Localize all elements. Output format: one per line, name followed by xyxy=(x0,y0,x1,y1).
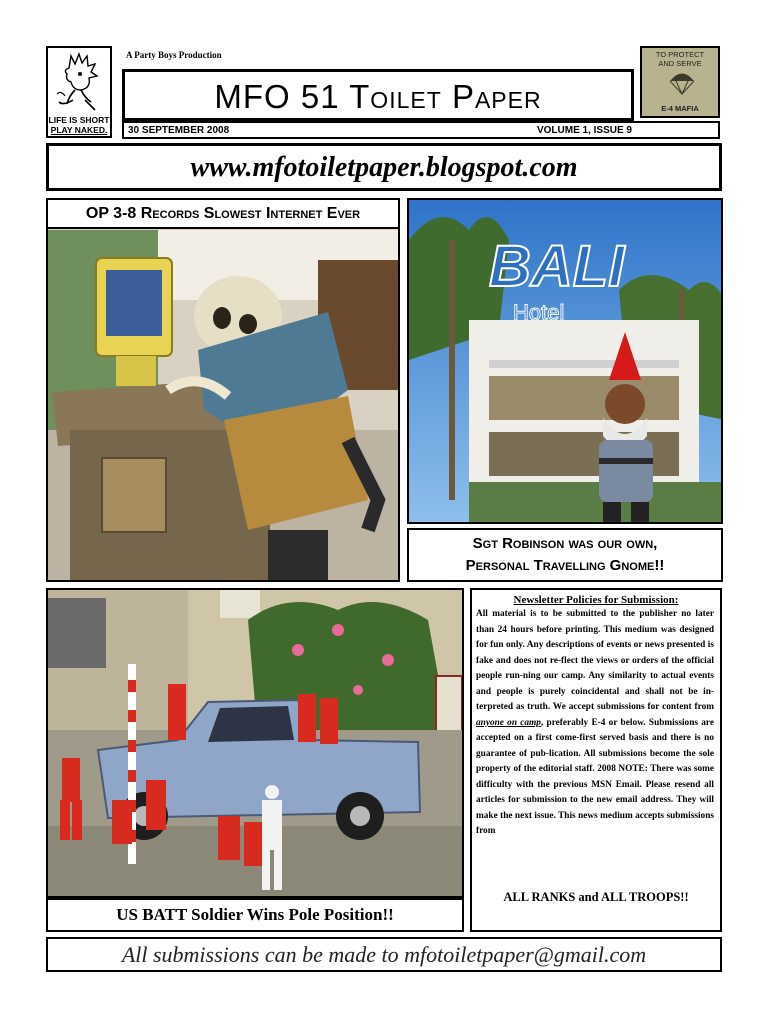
badge-top-line-1: TO PROTECT xyxy=(655,50,705,59)
pit-photo-art xyxy=(48,590,464,898)
blog-url-link[interactable]: www.mfotoiletpaper.blogspot.com xyxy=(190,152,578,183)
issue-date: 30 SEPTEMBER 2008 xyxy=(128,125,230,136)
url-banner xyxy=(46,143,722,191)
cartoon-mascot-icon xyxy=(51,50,107,114)
gnome-headline xyxy=(407,528,723,582)
policy-text-part-2: , preferably E-4 or below. Submissions are accepted on a first come-first served basis and there is no guarantee of pub-lication. All submissions become the sole property of the editorial staff. 2008 NOTE: There was some difficulty with the previous MSN Email. Please resend all articles for submission to the new email address. They will make the next issue. This news medium accepts submissions from xyxy=(476,717,714,836)
hotel-photo-art xyxy=(409,200,723,524)
skeleton-computer-photo xyxy=(46,198,400,582)
pit-stop-truck-photo xyxy=(46,588,464,898)
title-box xyxy=(122,69,634,121)
hotel-sign-text: BALI xyxy=(489,234,625,299)
policy-heading: Newsletter Policies for Submission: xyxy=(513,594,679,606)
issue-volume: VOLUME 1, ISSUE 9 xyxy=(536,125,632,136)
badge-top-line-2: AND SERVE xyxy=(658,59,702,68)
skeleton-headline: OP 3-8 Records Slowest Internet Ever xyxy=(46,198,400,229)
badge-bottom-line: E-4 MAFIA xyxy=(661,104,699,113)
gnome-headline-line-2: Personal Travelling Gnome!! xyxy=(465,557,665,574)
policy-text-part-1: All material is to be submitted to the publisher no later than 24 hours before printing. This medium was designed for fun only. Any descriptions of events or news presented is fake and does not re-flect the views or orders of the official people run-ning our camp. Any similarity to actual events and people is purely coincidental and shall not be in-terpreted as truth. We accept submissions for content from xyxy=(476,609,714,712)
newsletter-title: MFO 51 Toilet Paper xyxy=(214,78,542,115)
skeleton-photo-art xyxy=(48,200,400,582)
policy-text-emphasis: anyone on camp xyxy=(476,717,541,728)
policy-text xyxy=(476,607,714,840)
e4-mafia-badge xyxy=(640,46,720,118)
hotel-sign-subtext: Hotel xyxy=(513,300,565,325)
production-credit: A Party Boys Production xyxy=(126,50,222,60)
issue-info-bar xyxy=(122,121,720,139)
policy-ranks-line: ALL RANKS and ALL TROOPS!! xyxy=(503,890,689,904)
submission-email-line[interactable]: All submissions can be made to mfotoiletpaper@gmail.com xyxy=(121,942,647,967)
hotel-gnome-photo xyxy=(407,198,723,524)
submission-policy-box xyxy=(470,588,722,932)
pole-position-headline: US BATT Soldier Wins Pole Position!! xyxy=(46,898,464,932)
logo xyxy=(46,46,112,138)
gnome-headline-line-1: Sgt Robinson was our own, xyxy=(472,535,658,552)
parachute-icon xyxy=(668,68,696,96)
footer-box xyxy=(46,937,722,972)
logo-caption-line-2: PLAY NAKED. xyxy=(50,125,108,135)
logo-caption-line-1: LIFE IS SHORT xyxy=(48,115,110,125)
